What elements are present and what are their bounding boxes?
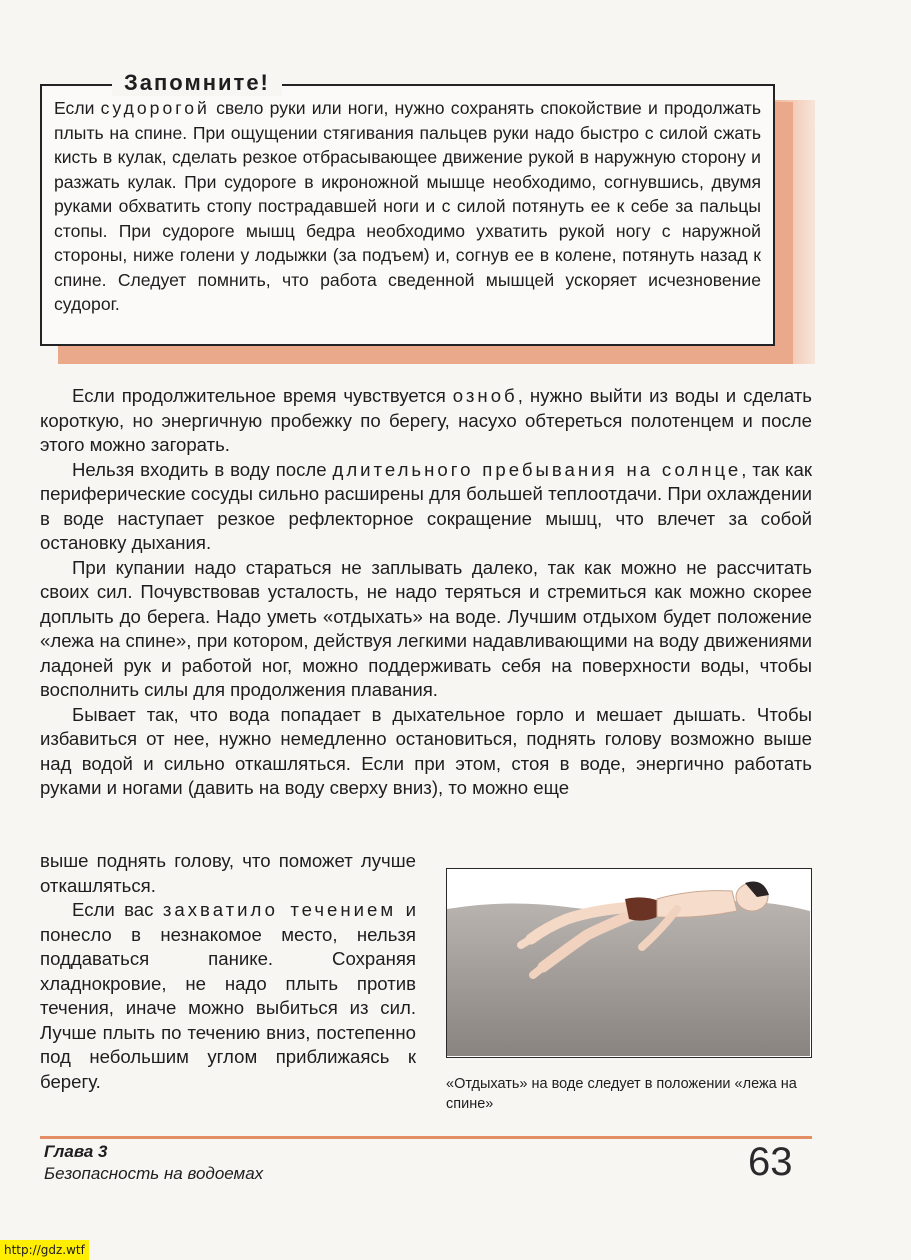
spaced-word: озноб [452,385,518,406]
remember-text [54,96,761,317]
remember-box [40,70,775,346]
remember-text-part: Если [54,98,101,118]
foot-left [521,939,531,945]
paragraph-sun [40,458,812,556]
water [447,901,810,1056]
chapter-number: Глава 3 [44,1142,108,1161]
paragraph-rest: При купании надо стараться не заплывать далеко, так как можно не рассчитать своих сил. Почувствовав усталость, не надо теряться и стремиться как можно скорее доплыть до берега. Надо уметь «отдыхать» на воде. Лучшим отдыхом будет положение «лежа на спине», при котором, действуя легкими надавливающими на воду движениями ладоней рук и работой ног, можно поддерживать себя на поверхности воды, чтобы восполнить силы для продолжения плавания. [40,556,812,700]
chapter-title: Безопасность на водоемах [44,1164,264,1183]
remember-title: Запомните! [112,70,282,96]
paragraph-current [40,898,416,1094]
text-part: Нельзя входить в воду после [72,458,333,480]
swim-trunks [625,897,659,920]
text-part: и понесло в незнакомое место, нельзя поддаваться панике. Сохраняя хладнокровие, не надо плыть против течения, иначе можно выбиться из сил. Лучше плыть по течению вниз, постепенно под небольшим углом приближаясь к берегу. [40,899,416,1092]
remember-box-shadow [775,100,815,364]
spaced-word: длительного пребывания на солнце [332,458,742,480]
floating-swimmer-illustration [446,868,812,1058]
narrow-text [40,849,416,1094]
paragraph-choke-continued: выше поднять голову, что поможет лучше откашляться. [40,850,416,896]
text-part: Если продолжительное время чувствуется [72,385,453,406]
footer-divider [40,1136,812,1139]
paragraph-chill [40,384,812,458]
page-number: 63 [748,1140,793,1184]
figure-caption: «Отдыхать» на воде следует в положении «лежа на спине» [446,1076,797,1112]
spaced-word: захватило течением [162,899,397,920]
text-part: , так как периферические сосуды сильно расширены для большей теплоотдачи. При охлаждении в воде наступает резкое рефлекторное сокращение мышц, что влечет за собой остановку дыхания. [40,458,812,553]
watermark-link[interactable]: http://gdz.wtf [0,1240,89,1260]
chapter-info [44,1141,263,1185]
paragraph-choke: Бывает так, что вода попадает в дыхательное горло и мешает дышать. Чтобы избавиться от нее, нужно немедленно остановиться, поднять голову возможно выше над водой и сильно откашляться. Если при этом, стоя в воде, энергично работать руками и ногами (давить на воду сверху вниз), то можно еще [40,703,812,798]
remember-text-part: свело руки или ноги, нужно сохранять спокойствие и продолжать плыть на спине. При ощущении стягивания пальцев руки надо быстро с силой сжать кисть в кулак, сделать резкое отбрасывающее движение рукой в наружную сторону и разжать кулак. При судороге в икроножной мышце необходимо, согнувшись, двумя руками обхватить стопу пострадавшей ноги и с силой потянуть ее к себе за пальцы стопы. При судороге мышц бедра необходимо ухватить рукой ногу с наружной стороны, ниже голени у лодыжки (за подъем) и, согнув ее в колене, потянуть назад к спине. Следует помнить, что работа сведенной мышцей ускоряет исчезновение судорог. [54,98,761,314]
swimmer-drawing [447,869,810,1056]
text-part: , нужно выйти из воды и сделать короткую, но энергичную пробежку по берегу, насухо обтереться полотенцем и после этого можно загорать. [40,385,812,455]
main-text [40,384,812,801]
text-part: Если вас [72,899,163,920]
remember-spaced-word: судорогой [100,98,210,118]
